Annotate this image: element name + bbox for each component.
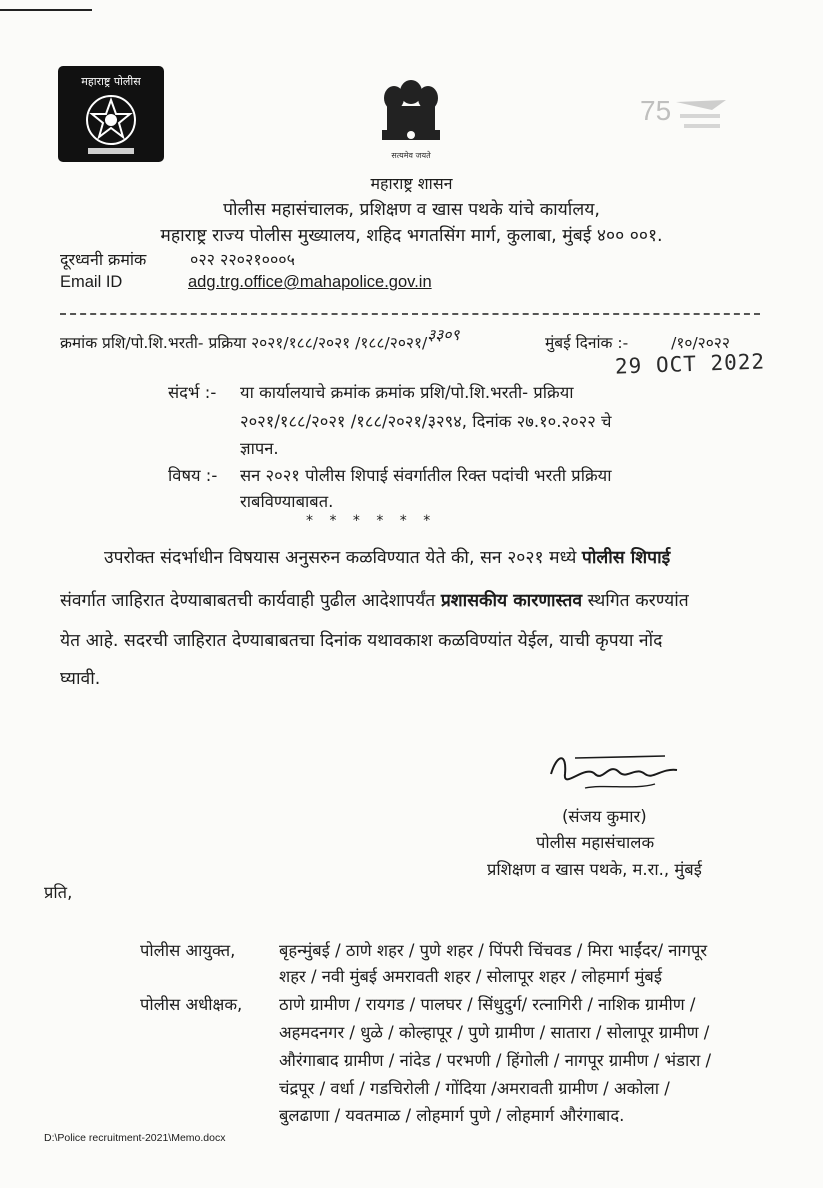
vishay-label: विषय :-: [168, 466, 218, 485]
header-line-2: पोलीस महासंचालक, प्रशिक्षण व खास पथके यांचे कार्यालय,: [223, 200, 600, 220]
reference-number: [60, 326, 460, 353]
dashed-separator: [60, 313, 760, 315]
maharashtra-police-logo: [58, 66, 164, 162]
footer-file-path: D:\Police recruitment-2021\Memo.docx: [44, 1132, 226, 1144]
body-line-1: [104, 545, 670, 569]
sandarbh-label: संदर्भ :-: [168, 383, 217, 402]
handwritten-signature: [545, 744, 685, 800]
sp-line-4: चंद्रपूर / वर्धा / गडचिरोली / गोंदिया /अमरावती ग्रामीण / अकोला /: [279, 1079, 670, 1098]
body-line-2: [60, 588, 689, 612]
reference-date: [545, 331, 730, 353]
signatory-office: प्रशिक्षण व खास पथके, म.रा., मुंबई: [487, 860, 702, 879]
emblem-motto: सत्यमेव जयते: [391, 151, 431, 160]
sp-line-1: ठाणे ग्रामीण / रायगड / पालघर / सिंधुदुर्ग/ रत्नागिरी / नाशिक ग्रामीण /: [279, 995, 696, 1014]
sandarbh-line-1: या कार्यालयाचे क्रमांक क्रमांक प्रशि/पो.शि.भरती- प्रक्रिया: [240, 383, 574, 402]
commissioner-line-1: बृहन्मुंबई / ठाणे शहर / पुणे शहर / पिंपरी चिंचवड / मिरा भाईंदर/ नागपूर: [279, 941, 708, 960]
prati-label: प्रति,: [44, 883, 73, 902]
body-bold-reason: प्रशासकीय कारणास्तव: [440, 591, 583, 611]
sp-label: पोलीस अधीक्षक,: [140, 995, 243, 1014]
sandarbh-line-2: २०२१/१८८/२०२१ /१८८/२०२१/३२९४, दिनांक २७.१०.२०२२ चे: [240, 412, 612, 431]
sp-line-3: औरंगाबाद ग्रामीण / नांदेड / परभणी / हिंगोली / नागपूर ग्रामीण / भंडारा /: [279, 1051, 712, 1070]
email-label: Email ID: [60, 273, 123, 291]
date-value: /१०/२०२२: [671, 334, 730, 352]
signatory-designation: पोलीस महासंचालक: [536, 833, 655, 852]
body-bold-police-shipai: पोलीस शिपाई: [581, 548, 671, 568]
body-line-2-end: स्थगित करण्यांत: [582, 591, 689, 611]
sp-line-5: बुलढाणा / यवतमाळ / लोहमार्ग पुणे / लोहमार्ग औरंगाबाद.: [279, 1106, 625, 1125]
reference-number-text: क्रमांक प्रशि/पो.शि.भरती- प्रक्रिया २०२१/१८८/२०२१ /१८८/२०२१/: [60, 334, 428, 352]
body-line-2-text: संवर्गात जाहिरात देण्याबाबतची कार्यवाही पुढील आदेशापर्यंत: [60, 591, 441, 611]
date-label: मुंबई दिनांक :-: [545, 334, 629, 352]
stamp-text: 75: [640, 95, 672, 126]
commissioner-label: पोलीस आयुक्त,: [140, 941, 236, 960]
date-stamp: 29 OCT 2022: [614, 349, 766, 379]
header-line-1: महाराष्ट्र शासन: [370, 174, 453, 193]
sp-line-2: अहमदनगर / धुळे / कोल्हापूर / पुणे ग्रामीण / सातारा / सोलापूर ग्रामीण /: [279, 1023, 710, 1042]
body-line-4: घ्यावी.: [60, 669, 101, 689]
phone-label: दूरध्वनी क्रमांक: [60, 250, 147, 269]
separator-stars: * * * * * *: [306, 513, 437, 529]
commissioner-line-2: शहर / नवी मुंबई अमरावती शहर / सोलापूर शहर / लोहमार्ग मुंबई: [279, 967, 662, 986]
email-link[interactable]: adg.trg.office@mahapolice.gov.in: [188, 273, 432, 291]
sandarbh-line-3: ज्ञापन.: [240, 439, 279, 458]
handwritten-number: ३३०९: [427, 326, 460, 344]
top-corner-line: [0, 9, 92, 11]
azadi-75-stamp: [636, 90, 732, 146]
body-line-1-text: उपरोक्त संदर्भाधीन विषयास अनुसरुन कळविण्यात येते की, सन २०२१ मध्ये: [104, 548, 582, 568]
phone-value: ०२२ २२०२१०००५: [190, 250, 295, 269]
body-line-3: येत आहे. सदरची जाहिरात देण्याबाबतचा दिनांक यथावकाश कळविण्यांत येईल, याची कृपया नोंद: [60, 631, 663, 651]
national-emblem-icon: [370, 70, 452, 162]
vishay-line-1: सन २०२१ पोलीस शिपाई संवर्गातील रिक्त पदांची भरती प्रक्रिया: [240, 466, 612, 485]
vishay-line-2: राबविण्याबाबत.: [240, 492, 334, 511]
police-logo-text: महाराष्ट्र पोलीस: [81, 75, 141, 88]
signatory-name: (संजय कुमार): [562, 807, 647, 826]
header-line-3: महाराष्ट्र राज्य पोलीस मुख्यालय, शहिद भगतसिंग मार्ग, कुलाबा, मुंबई ४०० ००१.: [160, 226, 663, 246]
